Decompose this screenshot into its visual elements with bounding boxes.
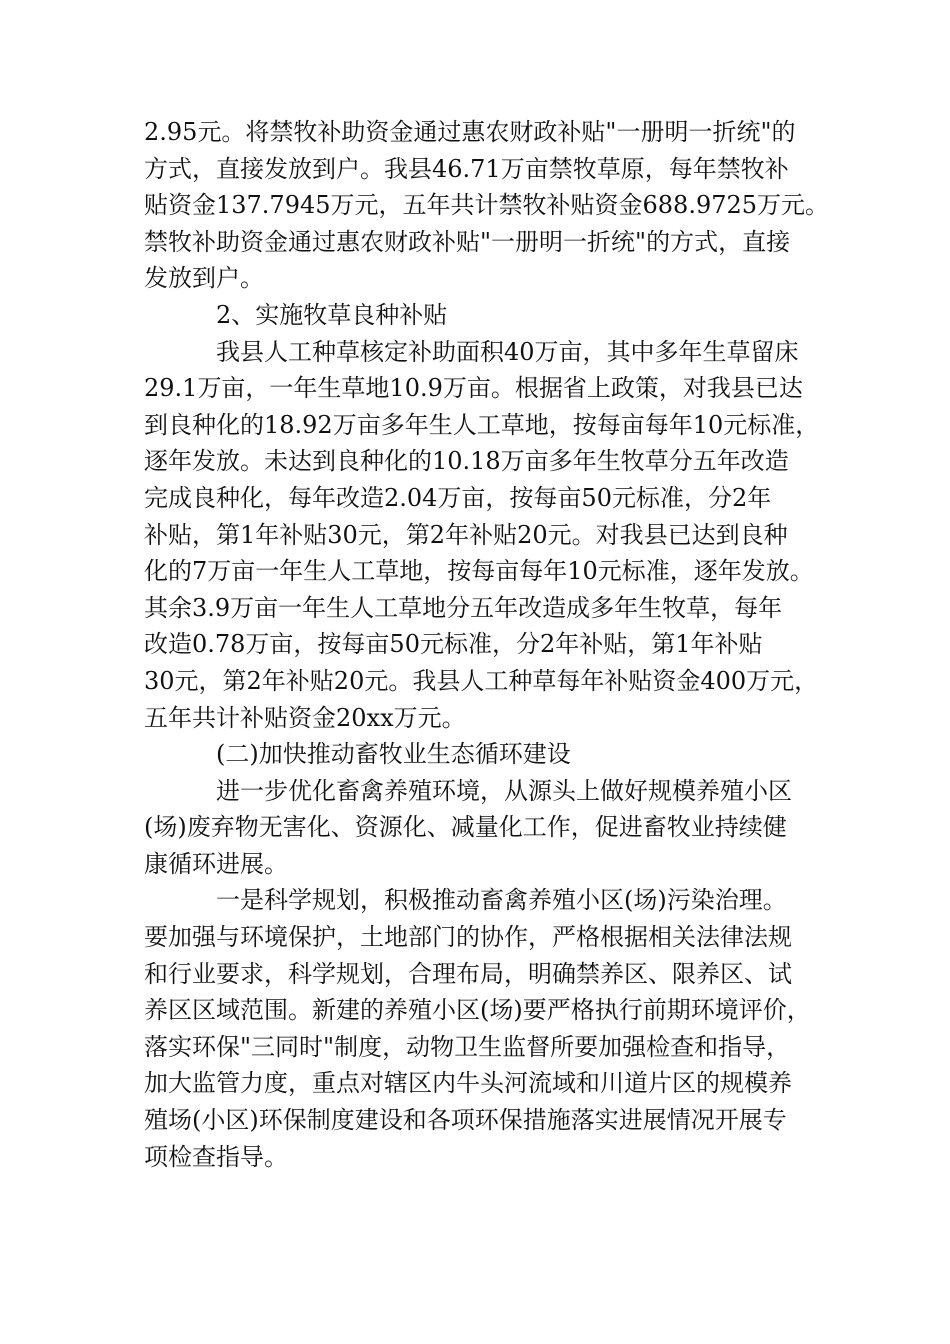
text-line: 化的7万亩一年生人工草地，按每亩每年10元标准，逐年发放。 <box>144 557 814 586</box>
text-line: 30元，第2年补贴20元。我县人工种草每年补贴资金400万元， <box>144 666 819 695</box>
text-line: 养区区域范围。新建的养殖小区(场)要严格执行前期环境评价， <box>144 996 811 1025</box>
text-line: 一是科学规划，积极推动畜禽养殖小区(场)污染治理。 <box>216 886 787 915</box>
text-line: 和行业要求，科学规划，合理布局，明确禁养区、限养区、试 <box>144 959 792 988</box>
text-line: 其余3.9万亩一年生人工草地分五年改造成多年生牧草，每年 <box>144 593 783 622</box>
text-line: 五年共计补贴资金20xx万元。 <box>144 703 466 732</box>
text-line: 我县人工种草核定补助面积40万亩，其中多年生草留床 <box>216 337 799 366</box>
text-line: 2.95元。将禁牧补助资金通过惠农财政补贴"一册明一折统"的 <box>144 118 796 146</box>
text-line: 补贴，第1年补贴30元，第2年补贴20元。对我县已达到良种 <box>144 520 788 549</box>
text-line: 2、实施牧草良种补贴 <box>216 300 448 329</box>
text-line: 贴资金137.7945万元，五年共计禁牧补贴资金688.9725万元。 <box>144 191 830 220</box>
text-line: (二)加快推动畜牧业生态循环建设 <box>216 740 571 769</box>
text-line: 逐年发放。未达到良种化的10.18万亩多年生牧草分五年改造 <box>144 447 789 476</box>
text-line: 完成良种化，每年改造2.04万亩，按每亩50元标准，分2年 <box>144 483 772 512</box>
text-line: 禁牧补助资金通过惠农财政补贴"一册明一折统"的方式，直接 <box>144 227 791 256</box>
text-line: 到良种化的18.92万亩多年生人工草地，按每亩每年10元标准， <box>144 410 820 439</box>
text-line: 落实环保"三同时"制度，动物卫生监督所要加强检查和指导， <box>144 1032 791 1061</box>
text-line: 殖场(小区)环保制度建设和各项环保措施落实进展情况开展专 <box>144 1106 787 1135</box>
text-line: 要加强与环境保护，土地部门的协作，严格根据相关法律法规 <box>144 923 792 952</box>
text-line: 发放到户。 <box>144 264 264 293</box>
text-line: 康循环进展。 <box>144 849 288 878</box>
text-line: 29.1万亩，一年生草地10.9万亩。根据省上政策，对我县已达 <box>144 374 803 403</box>
document-body <box>144 114 830 1175</box>
text-line: 方式，直接发放到户。我县46.71万亩禁牧草原，每年禁牧补 <box>144 154 789 183</box>
text-line: 改造0.78万亩，按每亩50元标准，分2年补贴，第1年补贴 <box>144 630 763 659</box>
text-line: 加大监管力度，重点对辖区内牛头河流域和川道片区的规模养 <box>144 1069 792 1098</box>
text-line: 项检查指导。 <box>144 1142 288 1171</box>
text-line: 进一步优化畜禽养殖环境，从源头上做好规模养殖小区 <box>216 776 792 805</box>
text-line: (场)废弃物无害化、资源化、减量化工作，促进畜牧业持续健 <box>144 813 787 842</box>
